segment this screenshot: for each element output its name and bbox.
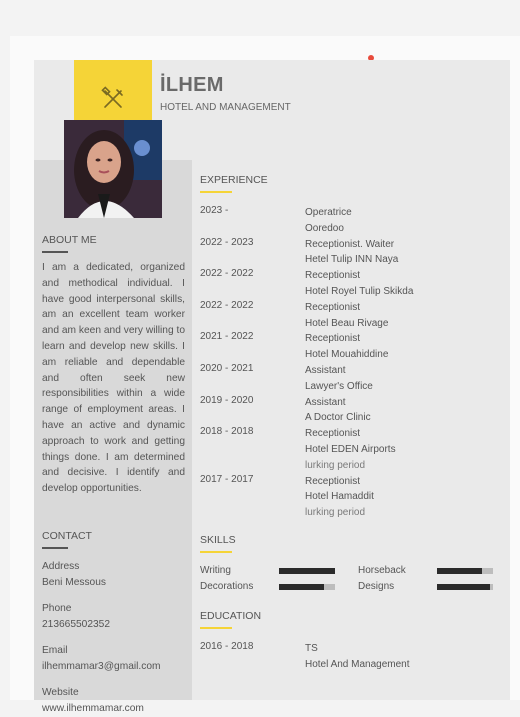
skills-grid [200, 565, 500, 601]
education-years: 2016 - 2018 [200, 641, 254, 652]
experience-place: A Doctor Clinic [305, 412, 371, 424]
experience-role: Receptionist [305, 301, 361, 313]
candidate-name: İLHEM [160, 74, 224, 96]
experience-years: 2018 - 2018 [200, 426, 254, 438]
contact-value: 213665502352 [42, 619, 110, 630]
skill-meter-fill [279, 584, 324, 590]
experience-place: Hotel Beau Rivage [305, 317, 389, 329]
skill-meter [279, 568, 335, 574]
experience-section [200, 174, 500, 535]
contact-value: Beni Messous [42, 577, 106, 588]
about-text: I am a dedicated, organized and methodical individual. I have good interpersonal skills, am an excellent team worker and am keen and very willing to learn and develop new skills. I am reliable and dependable and often seek new responsibilities within a wide range of employment areas. I have an active and dynamic approach to work and getting things done. I am determined and decisive. I identify and develop opportunities. [42, 262, 185, 495]
experience-place: Hotel Mouahiddine [305, 349, 389, 361]
skill-meter [437, 568, 493, 574]
experience-years: 2017 - 2017 [200, 473, 254, 485]
education-heading: EDUCATION [200, 610, 262, 622]
experience-place: Ooredoo [305, 222, 344, 234]
experience-heading: EXPERIENCE [200, 174, 268, 186]
skill-name: Decorations [200, 581, 254, 592]
experience-years: 2021 - 2022 [200, 331, 254, 343]
skill-name: Writing [200, 565, 231, 576]
skill-name: Horseback [358, 565, 406, 576]
skills-heading: SKILLS [200, 534, 236, 546]
contact-label: Email [42, 645, 68, 656]
contact-label: Website [42, 687, 79, 698]
contact-underline [42, 547, 68, 549]
experience-years: 2019 - 2020 [200, 394, 254, 406]
skill-meter-fill [437, 584, 490, 590]
experience-years: 2023 - [200, 205, 229, 216]
website-link[interactable]: www.ilhemmamar.com [42, 703, 144, 714]
experience-role: Assistant [305, 396, 346, 408]
experience-place: Lawyer's Office [305, 380, 373, 392]
experience-place: Hotel EDEN Airports [305, 443, 396, 455]
education-degree: TS [305, 643, 318, 654]
education-field: Hotel And Management [305, 658, 410, 670]
tools-icon [101, 87, 125, 111]
profile-photo [64, 120, 162, 218]
skill-meter [279, 584, 335, 590]
experience-place: Hotel Hamaddit [305, 491, 374, 503]
resume-card [34, 60, 510, 714]
contact-section [42, 530, 185, 717]
experience-place: Hotel Royel Tulip Skikda [305, 285, 414, 297]
skills-underline [200, 551, 232, 553]
skill-meter-fill [279, 568, 335, 574]
contact-label: Phone [42, 603, 72, 614]
experience-role: Operatrice [305, 207, 352, 218]
experience-place: Hetel Tulip INN Naya [305, 254, 399, 266]
skill-meter-fill [437, 568, 482, 574]
skills-section [200, 534, 500, 601]
experience-role: Receptionist. Waiter [305, 238, 395, 250]
email-link[interactable]: ilhemmamar3@gmail.com [42, 661, 161, 672]
about-section [42, 234, 185, 497]
experience-role: Receptionist [305, 428, 361, 440]
experience-underline [200, 191, 232, 193]
experience-note: lurking period [305, 459, 366, 471]
contact-phone [42, 601, 185, 633]
about-heading: ABOUT ME [42, 234, 97, 246]
contact-label: Address [42, 561, 80, 572]
experience-years: 2022 - 2022 [200, 268, 254, 280]
about-underline [42, 251, 68, 253]
education-underline [200, 627, 232, 629]
experience-role: Receptionist [305, 333, 361, 345]
experience-role: Assistant [305, 365, 346, 376]
experience-role: Receptionist [305, 475, 361, 487]
experience-years: 2022 - 2023 [200, 236, 254, 248]
contact-address [42, 559, 185, 591]
skill-name: Designs [358, 581, 395, 592]
experience-role: Receptionist [305, 270, 361, 282]
experience-years: 2020 - 2021 [200, 363, 254, 374]
candidate-title: HOTEL AND MANAGEMENT [160, 102, 291, 113]
skill-meter [437, 584, 493, 590]
contact-email [42, 643, 185, 675]
contact-website [42, 685, 185, 717]
experience-years: 2022 - 2022 [200, 299, 254, 311]
education-section [200, 610, 500, 681]
contact-heading: CONTACT [42, 530, 92, 542]
experience-note: lurking period [305, 507, 366, 519]
